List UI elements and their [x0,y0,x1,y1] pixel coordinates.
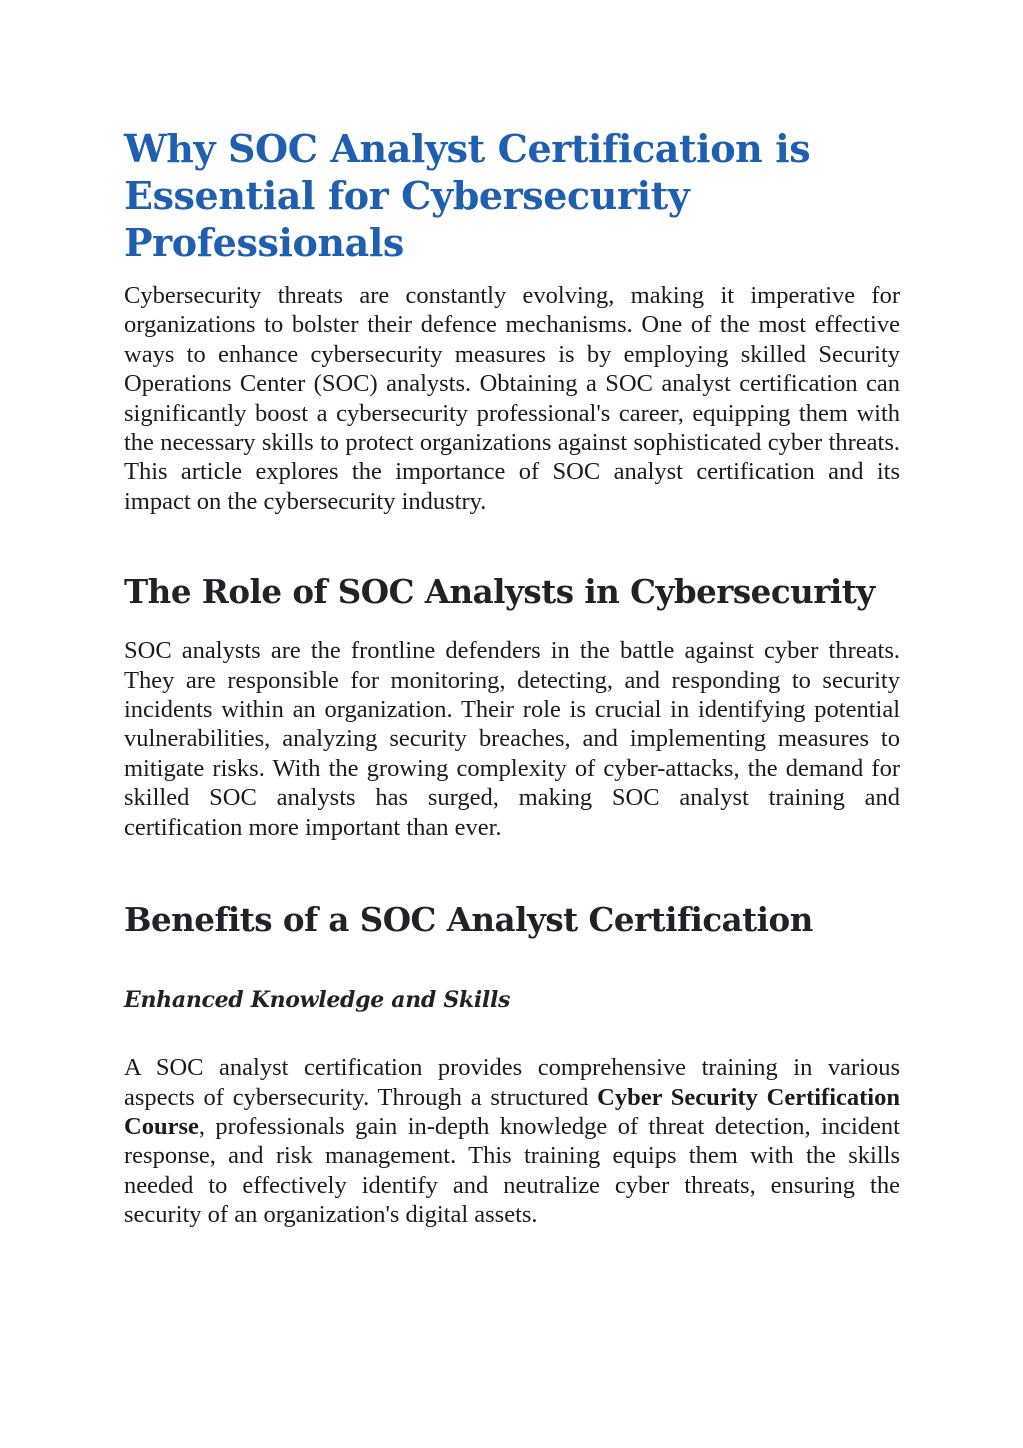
benefits-text-before: A SOC analyst certification provides comprehensive training in various aspects of cybersecurity. Through a structured [124,1054,900,1111]
benefits-text-after: , professionals gain in-depth knowledge of threat detection, incident response, and risk management. This training equips them with the skills needed to effectively identify and neutralize cyber threats, ensuring the security of an organization's digital assets. [124,1112,900,1229]
document-title: Why SOC Analyst Certification is Essential for Cybersecurity Professionals [124,126,811,265]
intro-paragraph: Cybersecurity threats are constantly evolving, making it imperative for organizations to bolster their defence mechanisms. One of the most effective ways to enhance cybersecurity measures is by employing skilled Security Operations Center (SOC) analysts. Obtaining a SOC analyst certification can significantly boost a cybersecurity professional's career, equipping them with the necessary skills to protect organizations against sophisticated cyber threats. This article explores the importance of SOC analyst certification and its impact on the cybersecurity industry. [124,282,900,515]
role-section-paragraph: SOC analysts are the frontline defenders in the battle against cyber threats. They are responsible for monitoring, detecting, and responding to security incidents within an organization. Their role is crucial in identifying potential vulnerabilities, analyzing security breaches, and implementing measures to mitigate risks. With the growing complexity of cyber-attacks, the demand for skilled SOC analysts has surged, making SOC analyst training and certification more important than ever. [124,637,900,841]
course-name-bold: Cyber Security Certification Course [124,1083,900,1140]
document-page [124,125,900,1230]
role-section-heading: The Role of SOC Analysts in Cybersecurity [124,572,875,612]
benefits-section-heading: Benefits of a SOC Analyst Certification [124,900,813,940]
benefits-paragraph [124,1053,900,1229]
benefits-subheading: Enhanced Knowledge and Skills [124,987,511,1014]
